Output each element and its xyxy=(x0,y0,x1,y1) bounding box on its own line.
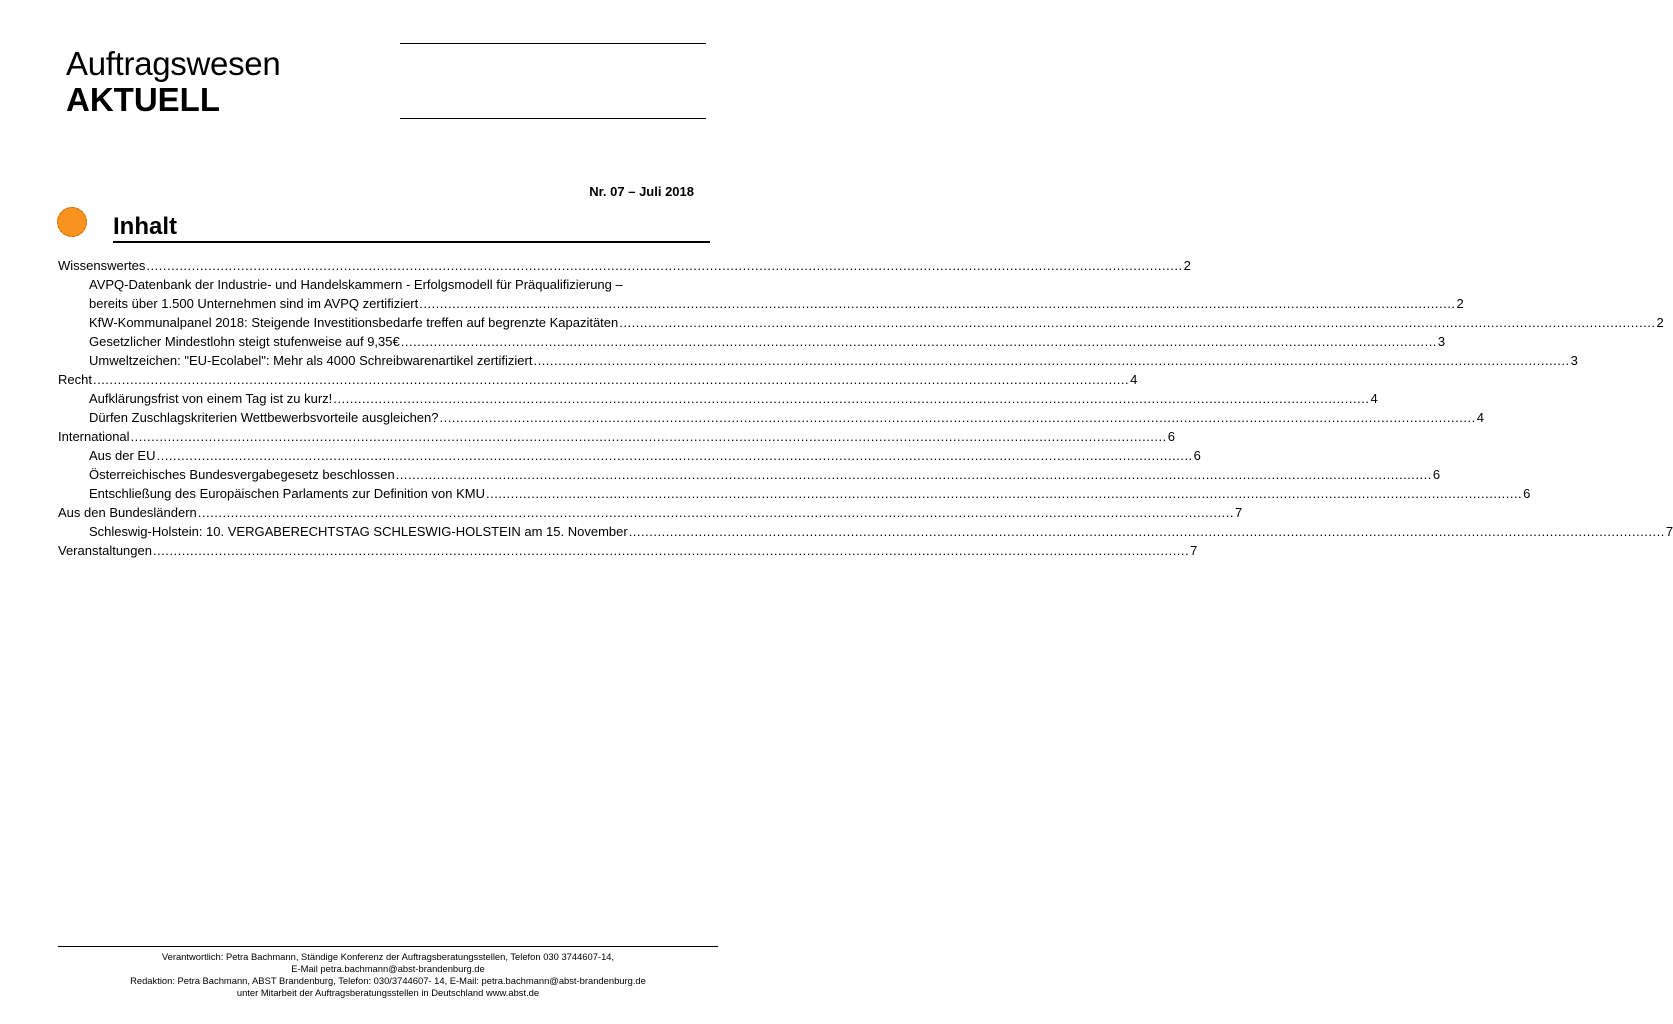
toc-entry-aus-der-eu[interactable]: Aus der EU ..... 6 xyxy=(58,446,713,465)
toc-entry-international[interactable]: International ..... 6 xyxy=(58,427,713,446)
toc-entry-bundeslaender[interactable]: Aus den Bundesländern ..... 7 xyxy=(58,503,713,522)
toc-heading: Inhalt xyxy=(113,213,177,240)
footer-collaboration: unter Mitarbeit der Auftragsberatungsstellen in Deutschland www.abst.de xyxy=(236,987,540,998)
toc-entry-schleswig-holstein[interactable]: Schleswig-Holstein: 10. VERGABERECHTSTAG SCHLESWIG-HOLSTEIN am 15. November ..... 7 xyxy=(58,522,713,541)
toc-entry-avpq[interactable]: bereits über 1.500 Unternehmen sind im AVPQ zertifiziert ..... 2 xyxy=(58,294,713,313)
publication-title: Auftragswesen xyxy=(66,45,281,82)
toc-entry-aufklaerungsfrist[interactable]: Aufklärungsfrist von einem Tag ist zu kurz! ..... 4 xyxy=(58,389,713,408)
toc-entry-mindestlohn[interactable]: Gesetzlicher Mindestlohn steigt stufenweise auf 9,35€ ..... 3 xyxy=(58,332,713,351)
toc-entry-wissenswertes[interactable]: Wissenswertes ..... 2 xyxy=(58,256,713,275)
footer-email: E-Mail petra.bachmann@abst-brandenburg.de xyxy=(291,963,485,974)
orange-bullet-icon xyxy=(57,207,87,237)
toc-entry-kmu[interactable]: Entschließung des Europäischen Parlaments zur Definition von KMU ..... 6 xyxy=(58,484,713,503)
footer xyxy=(58,951,718,999)
issue-number: Nr. 07 – Juli 2018 xyxy=(589,184,694,199)
toc-entry-avpq-line1: AVPQ-Datenbank der Industrie- und Handelskammern - Erfolgsmodell für Präqualifizierung – xyxy=(89,277,623,292)
toc-entry-oesterreich[interactable]: Österreichisches Bundesvergabegesetz beschlossen ..... 6 xyxy=(58,465,713,484)
header-rule-top xyxy=(400,43,706,44)
toc-entry-kfw[interactable]: KfW-Kommunalpanel 2018: Steigende Investitionsbedarfe treffen auf begrenzte Kapazitäten ..... 2 xyxy=(58,313,713,332)
footer-editorial: Redaktion: Petra Bachmann, ABST Brandenburg, Telefon: 030/3744607- 14, E-Mail: petra.bachmann@abst-brandenburg.de xyxy=(130,975,646,986)
toc-entry-zuschlagskriterien[interactable]: Dürfen Zuschlagskriterien Wettbewerbsvorteile ausgleichen? ..... 4 xyxy=(58,408,713,427)
table-of-contents xyxy=(58,256,1673,560)
header-rule-bottom xyxy=(400,118,706,119)
toc-entry-umweltzeichen[interactable]: Umweltzeichen: "EU-Ecolabel": Mehr als 4000 Schreibwarenartikel zertifiziert ..... 3 xyxy=(58,351,713,370)
footer-rule xyxy=(58,946,718,947)
toc-entry-recht[interactable]: Recht ..... 4 xyxy=(58,370,713,389)
footer-responsible: Verantwortlich: Petra Bachmann, Ständige Konferenz der Auftragsberatungsstellen, Telefon 030 3744607-14, xyxy=(161,951,615,962)
toc-heading-underline xyxy=(113,212,710,243)
publication-subtitle: AKTUELL xyxy=(66,81,220,118)
toc-entry-veranstaltungen[interactable]: Veranstaltungen ..... 7 xyxy=(58,541,713,560)
